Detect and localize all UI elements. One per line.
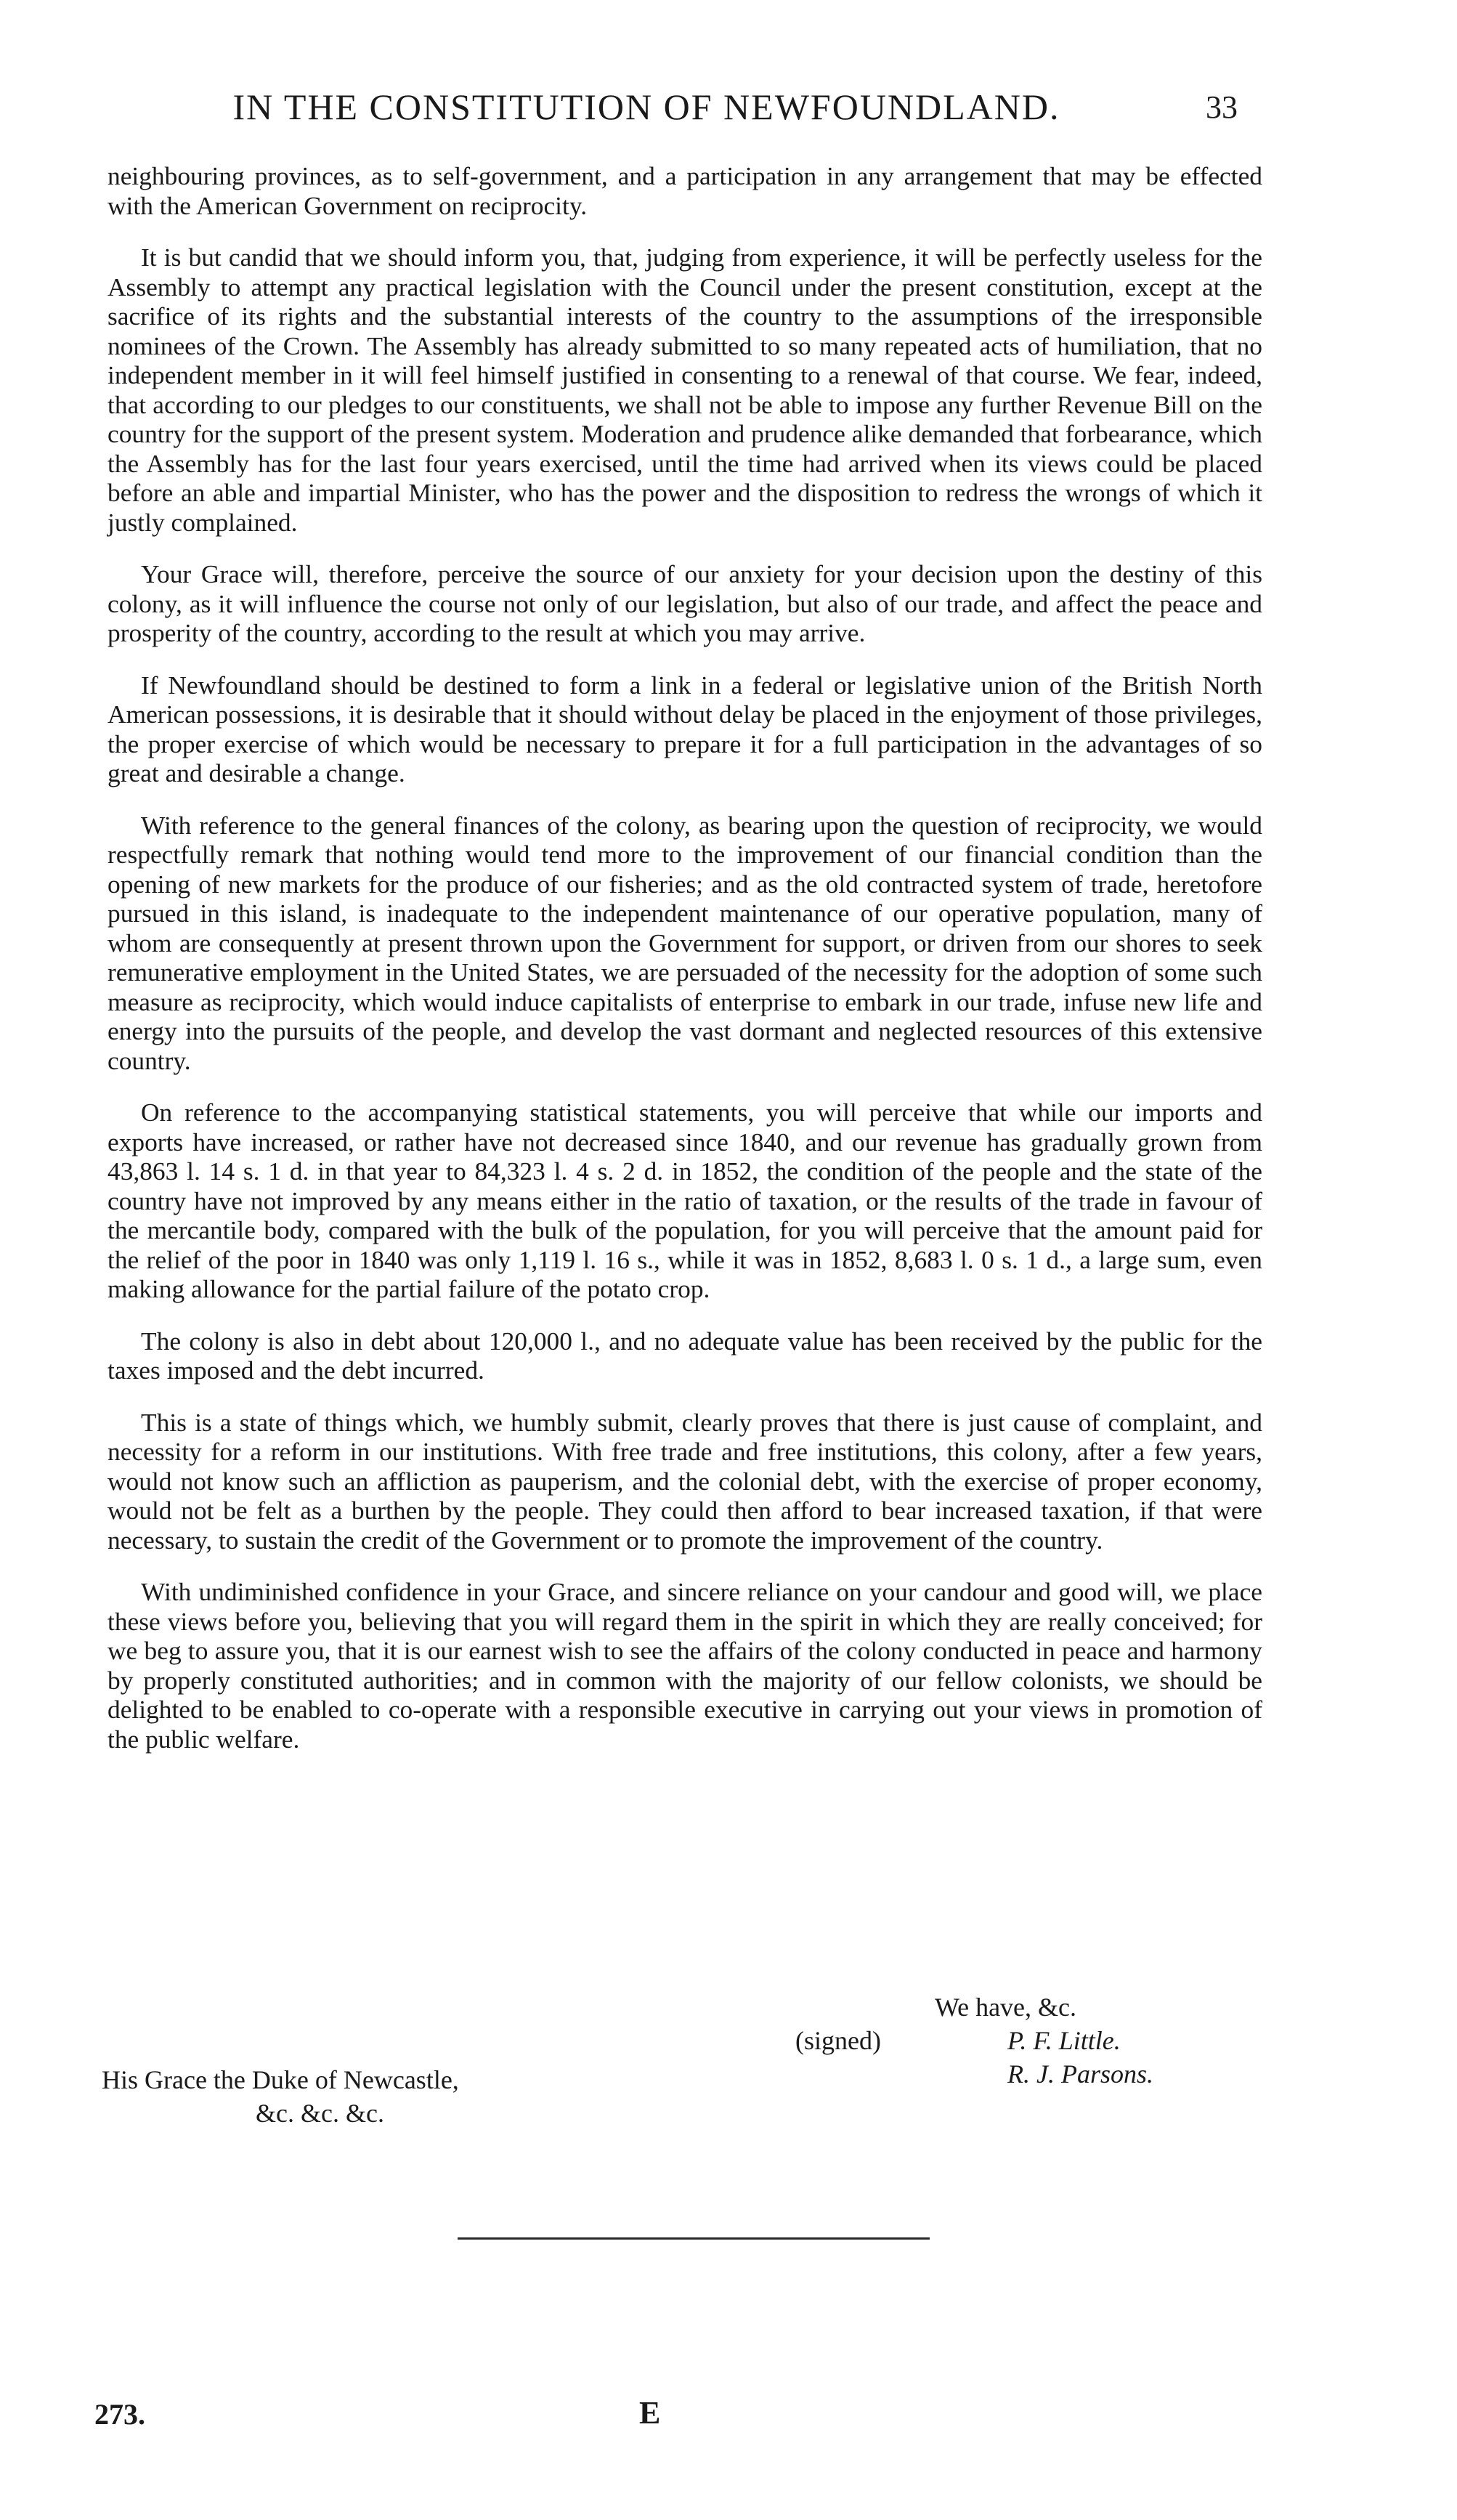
running-title: IN THE CONSTITUTION OF NEWFOUNDLAND. — [232, 86, 1060, 127]
closing-line: We have, &c. — [935, 1993, 1077, 2022]
signature-mark: E — [639, 2395, 661, 2431]
paragraph-federal-union: If Newfoundland should be destined to form a link in a federal or legislative union of the British North American possessions, it is desirable that it should without delay be placed in the enjoyment of those privileges, the proper exercise of which would be necessary to prepare it for a full participation in the advantages of so great and desirable a change. — [107, 670, 1262, 787]
page-number: 33 — [1206, 89, 1238, 125]
signature-row-2 — [795, 2057, 1304, 2091]
paragraph-anxiety: Your Grace will, therefore, perceive the source of our anxiety for your decision upon the destiny of this colony, as it will influence the course not only of our legislation, but also of our trade, and affect the peace and prosperity of the country, according to the result at which you may arrive. — [107, 559, 1262, 647]
addressee-line-1: His Grace the Duke of Newcastle, — [102, 2065, 459, 2094]
paragraph-reform: This is a state of things which, we humbly submit, clearly proves that there is just cause of complaint, and necessity for a reform in our institutions. With free trade and free institutions, this colony, after a few years, would not know such an affliction as pauperism, and the colonial debt, with the exercise of proper economy, would not be felt as a burthen by the people. They could then afford to bear increased taxation, if that were necessary, to sustain the credit of the Government or to promote the improvement of the country. — [107, 1407, 1262, 1555]
signatory-little: P. F. Little. — [1007, 2026, 1121, 2055]
paragraph-finances-reciprocity: With reference to the general finances of the colony, as bearing upon the question of reciprocity, we would respectfully remark that nothing would tend more to the improvement of our financial condition than the opening of new markets for the produce of our fisheries; and as the old contracted system of trade, heretofore pursued in this island, is inadequate to the independent maintenance of our operative population, many of whom are consequently at present thrown upon the Government for support, or driven from our shores to seek remunerative employment in the United States, we are persuaded of the necessity for the adoption of some such measure as reciprocity, which would induce capitalists of enterprise to embark in our trade, infuse new life and energy into the pursuits of the people, and develop the vast dormant and neglected resources of this extensive country. — [107, 810, 1262, 1075]
signature-row-1 — [795, 2024, 1304, 2057]
signatory-parsons: R. J. Parsons. — [1007, 2059, 1153, 2088]
paragraph-assembly-council: It is but candid that we should inform you, that, judging from experience, it will be perfectly useless for the Assembly to attempt any practical legislation with the Council under the present constitution, except at the sacrifice of its rights and the substantial interests of the country to the assumptions of the irresponsible nominees of the Crown. The Assembly has already submitted to so many repeated acts of humiliation, that no independent member in it will feel himself justified in consenting to a renewal of that course. We fear, indeed, that according to our pledges to our constituents, we shall not be able to impose any further Revenue Bill on the country for the support of the present system. Moderation and prudence alike demanded that forbearance, which the Assembly has for the last four years exercised, until the time had arrived when its views could be placed before an able and impartial Minister, who has the power and the disposition to redress the wrongs of which it justly complained. — [107, 243, 1262, 537]
paragraph-continuation: neighbouring provinces, as to self-government, and a participation in any arrangement that may be effected with the American Government on reciprocity. — [107, 161, 1262, 220]
paragraph-statistics: On reference to the accompanying statistical statements, you will perceive that while our imports and exports have increased, or rather have not decreased since 1840, and our revenue has gradually grown from 43,863 l. 14 s. 1 d. in that year to 84,323 l. 4 s. 2 d. in 1852, the condition of the people and the state of the country have not improved by any means either in the ratio of taxation, or the results of the trade in favour of the mercantile body, compared with the bulk of the population, for you will perceive that the amount paid for the relief of the poor in 1840 was only 1,119 l. 16 s., while it was in 1852, 8,683 l. 0 s. 1 d., a large sum, even making allowance for the partial failure of the potato crop. — [107, 1098, 1262, 1303]
horizontal-rule — [458, 2237, 930, 2240]
paragraph-confidence: With undiminished confidence in your Grace, and sincere reliance on your candour and good will, we place these views before you, believing that you will regard them in the spirit in which they are really conceived; for we beg to assure you, that it is our earnest wish to see the affairs of the colony conducted in peace and harmony by properly constituted authorities; and in common with the majority of our fellow colonists, we should be delighted to be enabled to co-operate with a responsible executive in carrying out your views in promotion of the public welfare. — [107, 1577, 1262, 1754]
print-number: 273. — [94, 2398, 145, 2431]
signoff-block — [795, 1990, 1304, 2091]
letter-body — [107, 161, 1262, 1776]
signed-label: (signed) — [795, 2026, 881, 2055]
addressee-block — [102, 2063, 459, 2130]
paragraph-debt: The colony is also in debt about 120,000 l., and no adequate value has been received by the public for the taxes imposed and the debt incurred. — [107, 1326, 1262, 1385]
addressee-line-2: &c. &c. &c. — [256, 2099, 384, 2128]
